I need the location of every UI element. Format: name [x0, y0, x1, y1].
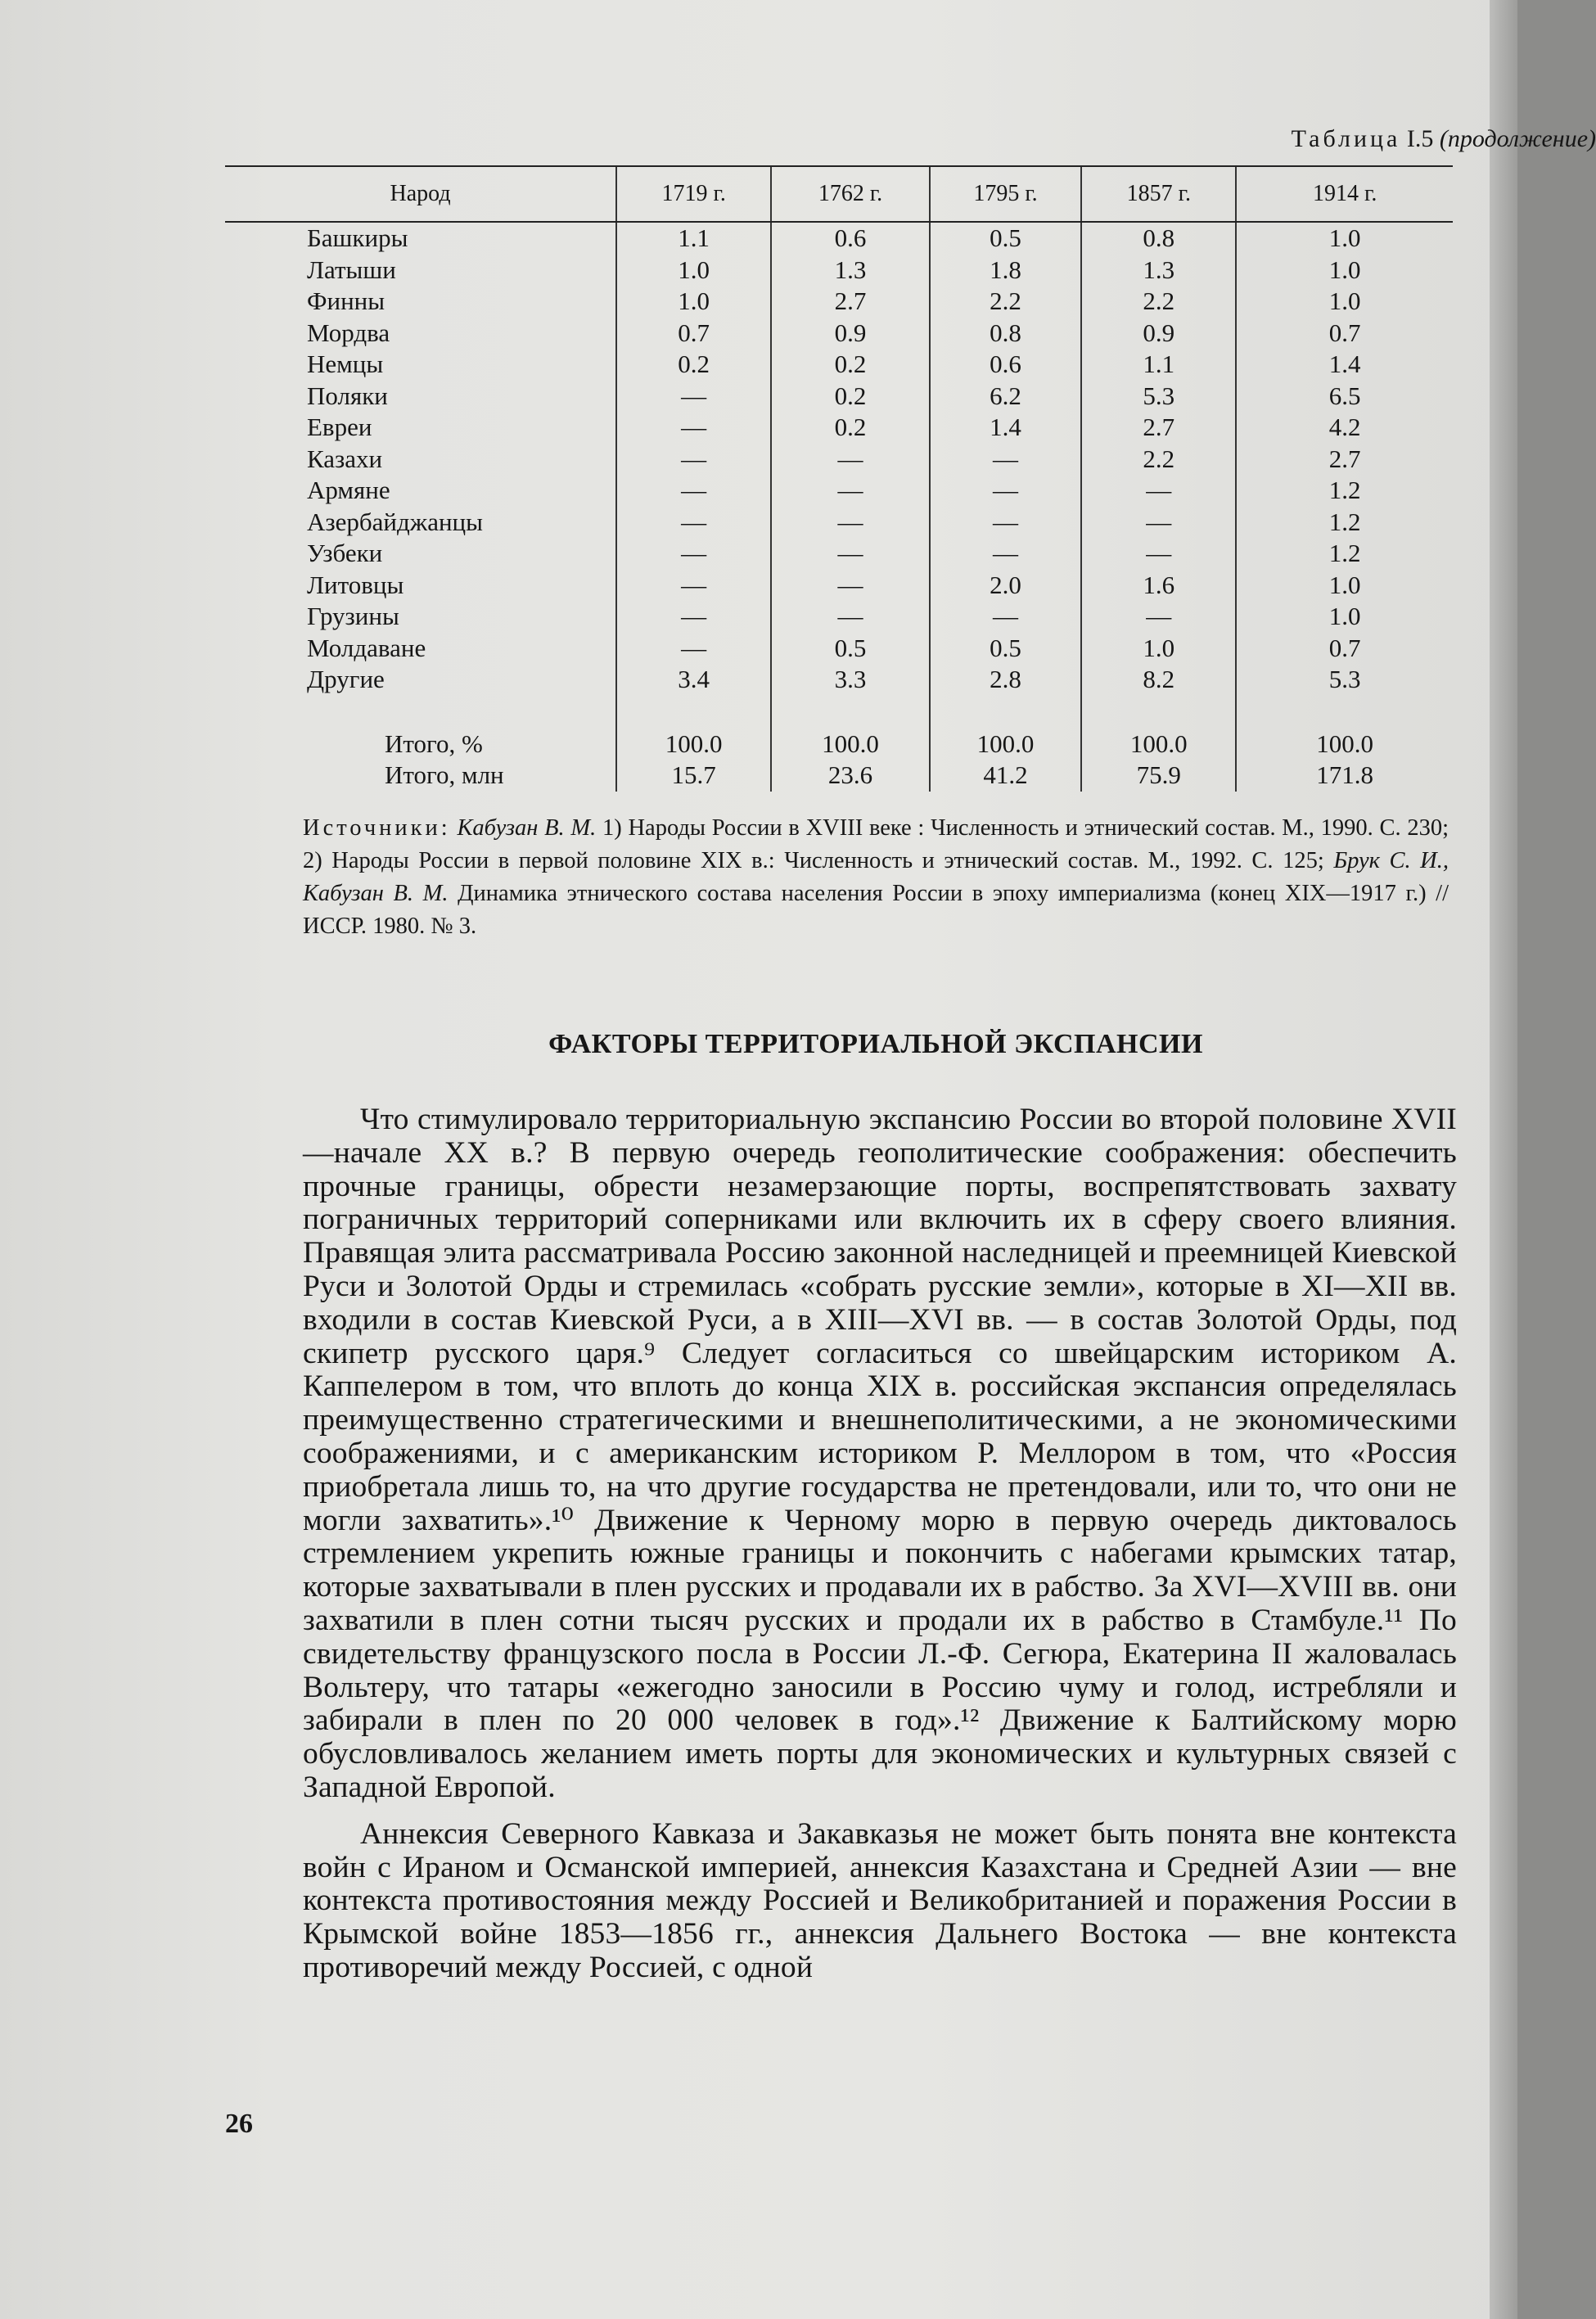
cell-value: 0.7 — [1236, 318, 1453, 350]
column-header: Народ — [225, 166, 616, 222]
cell-value: — — [616, 444, 771, 476]
table-row — [225, 318, 1453, 350]
section-heading: ФАКТОРЫ ТЕРРИТОРИАЛЬНОЙ ЭКСПАНСИИ — [548, 1029, 1203, 1059]
sources-author-1: Кабузан В. М. — [457, 815, 597, 841]
cell-value: 1.3 — [1081, 255, 1236, 286]
table-row — [225, 286, 1453, 318]
cell-value: 41.2 — [930, 760, 1081, 792]
cell-value: 0.2 — [771, 381, 930, 413]
cell-value: 2.7 — [1236, 444, 1453, 476]
cell-value: — — [616, 570, 771, 602]
cell-value: 15.7 — [616, 760, 771, 792]
cell-value: — — [771, 475, 930, 507]
table-caption-note: (продолжение) — [1439, 125, 1596, 152]
cell-value: 1.2 — [1236, 475, 1453, 507]
cell-value: 1.0 — [1236, 601, 1453, 633]
cell-value: — — [616, 601, 771, 633]
cell-value: 1.0 — [616, 286, 771, 318]
cell-value: — — [930, 444, 1081, 476]
row-label: Итого, % — [385, 729, 483, 758]
cell-value: 0.5 — [771, 633, 930, 665]
body-text — [303, 1103, 1457, 1985]
cell-value: 1.6 — [1081, 570, 1236, 602]
population-table — [225, 165, 1453, 792]
sources-text-1: 1) Народы России в XVIII веке : Численность и этнический состав. М., 1990. С. 230; 2) Народы России в первой половине XIX в.: Численность и этнический состав. М., 1992. С. 125; — [303, 815, 1449, 873]
row-label: Мордва — [307, 318, 390, 347]
cell-value: 1.1 — [616, 222, 771, 255]
cell-value: 0.7 — [616, 318, 771, 350]
cell-value: 100.0 — [771, 729, 930, 760]
cell-value: 8.2 — [1081, 664, 1236, 696]
cell-value: 3.4 — [616, 664, 771, 696]
cell-value: 2.7 — [1081, 412, 1236, 444]
sources-text-2: Динамика этнического состава населения России в эпоху империализма (конец XIX—1917 г.) // ИССР. 1980. № 3. — [303, 881, 1449, 939]
table-row — [225, 255, 1453, 286]
cell-value: 100.0 — [616, 729, 771, 760]
row-label: Литовцы — [307, 570, 404, 599]
cell-value: — — [616, 475, 771, 507]
cell-value: — — [930, 601, 1081, 633]
total-row — [225, 729, 1453, 760]
cell-value: — — [1081, 601, 1236, 633]
book-spine — [1490, 0, 1517, 2319]
spacer-cell — [1081, 696, 1236, 729]
cell-value: — — [930, 538, 1081, 570]
cell-value: 1.0 — [1236, 570, 1453, 602]
sources-label: Источники: — [303, 815, 451, 841]
cell-value: — — [1081, 538, 1236, 570]
cell-value: — — [771, 507, 930, 539]
spacer-cell — [225, 696, 616, 729]
table-spacer-row — [225, 696, 1453, 729]
cell-value: 0.2 — [771, 412, 930, 444]
table-caption-number: I.5 — [1406, 125, 1434, 152]
row-label: Башкиры — [307, 223, 408, 253]
table-sources — [303, 812, 1449, 943]
cell-value: 23.6 — [771, 760, 930, 792]
cell-value: 0.8 — [1081, 222, 1236, 255]
column-header: 1857 г. — [1081, 166, 1236, 222]
cell-value: 0.9 — [771, 318, 930, 350]
table-caption — [1007, 123, 1596, 156]
cell-value: — — [930, 475, 1081, 507]
table-row — [225, 664, 1453, 696]
cell-value: 5.3 — [1081, 381, 1236, 413]
row-label: Немцы — [307, 350, 384, 379]
cell-value: 0.2 — [616, 349, 771, 381]
table-row — [225, 633, 1453, 665]
column-header: 1762 г. — [771, 166, 930, 222]
cell-value: 2.7 — [771, 286, 930, 318]
row-label: Другие — [307, 665, 385, 694]
cell-value: 1.0 — [616, 255, 771, 286]
cell-value: 0.6 — [771, 222, 930, 255]
paragraph: Что стимулировало территориальную экспансию России во второй половине XVII—начале XX в.? В первую очередь геополитические соображения: обеспечить прочные границы, обрести незамерзающие порты, воспрепятствовать захвату пограничных территорий соперниками или включить их в сферу своего влияния. Правящая элита рассматривала Россию законной наследницей и преемницей Киевской Руси и Золотой Орды и стремилась «собрать русские земли», которые в XI—XII вв. входили в состав Киевской Руси, а в XIII—XVI вв. — в состав Золотой Орды, под скипетр русского царя.⁹ Следует согласиться со швейцарским историком А. Каппелером в том, что вплоть до конца XIX в. российская экспансия определялась преимущественно стратегическими и внешнеполитическими, а не экономическими соображениями, и с американским историком Р. Меллором в том, что «Россия приобретала лишь то, на что другие государства не претендовали, или то, что они не могли захватить».¹⁰ Движение к Черному морю в первую очередь диктовалось стремлением укрепить южные границы и покончить с набегами крымских татар, которые захватывали в плен русских и продавали их в рабство. За XVI—XVIII вв. они захватили в плен сотни тысяч русских и продали их в рабство в Стамбуле.¹¹ По свидетельству французского посла в России Л.-Ф. Сегюра, Екатерина II жаловалась Вольтеру, что татары «ежегодно заносили в Россию чуму и голод, истребляли и забирали в плен по 20 000 человек в год».¹² Движение к Балтийскому морю обусловливалось желанием иметь порты для экономических и культурных связей с Западной Европой. — [303, 1103, 1457, 1804]
row-label: Казахи — [307, 444, 383, 473]
cell-value: 2.2 — [1081, 286, 1236, 318]
table-row — [225, 570, 1453, 602]
cell-value: 100.0 — [930, 729, 1081, 760]
cell-value: 0.5 — [930, 633, 1081, 665]
table-row — [225, 412, 1453, 444]
row-label: Молдаване — [307, 633, 426, 662]
cell-value: 1.0 — [1081, 633, 1236, 665]
cell-value: 2.2 — [930, 286, 1081, 318]
cell-value: 0.7 — [1236, 633, 1453, 665]
cell-value: — — [771, 538, 930, 570]
cell-value: 171.8 — [1236, 760, 1453, 792]
row-label: Евреи — [307, 413, 372, 442]
row-label: Финны — [307, 286, 385, 316]
cell-value: 1.0 — [1236, 286, 1453, 318]
row-label: Латыши — [307, 255, 396, 284]
cell-value: 0.2 — [771, 349, 930, 381]
table-caption-label: Таблица — [1291, 125, 1401, 152]
cell-value: — — [771, 601, 930, 633]
row-label: Грузины — [307, 602, 399, 631]
cell-value: 0.8 — [930, 318, 1081, 350]
paragraph: Аннексия Северного Кавказа и Закавказья не может быть понята вне контекста войн с Ираном и Османской империей, аннексия Казахстана и Средней Азии — вне контекста противостояния между Россией и Великобританией и поражения России в Крымской войне 1853—1856 гг., аннексия Дальнего Востока — вне контекста противоречий между Россией, с одной — [303, 1816, 1457, 1984]
cell-value: — — [930, 507, 1081, 539]
sources-author-2: Брук С. И., Кабузан В. М. — [303, 848, 1449, 906]
cell-value: 1.3 — [771, 255, 930, 286]
cell-value: 6.5 — [1236, 381, 1453, 413]
row-label: Поляки — [307, 381, 388, 410]
cell-value: — — [616, 381, 771, 413]
cell-value: 2.2 — [1081, 444, 1236, 476]
cell-value: 0.5 — [930, 222, 1081, 255]
total-row — [225, 760, 1453, 792]
cell-value: 0.6 — [930, 349, 1081, 381]
cell-value: 1.0 — [1236, 222, 1453, 255]
row-label: Итого, млн — [385, 760, 504, 790]
cell-value: 1.2 — [1236, 538, 1453, 570]
spacer-cell — [1236, 696, 1453, 729]
spacer-cell — [771, 696, 930, 729]
cell-value: 100.0 — [1236, 729, 1453, 760]
table-row — [225, 507, 1453, 539]
row-label: Азербайджанцы — [307, 507, 483, 536]
cell-value: 1.2 — [1236, 507, 1453, 539]
spacer-cell — [616, 696, 771, 729]
cell-value: 3.3 — [771, 664, 930, 696]
cell-value: 100.0 — [1081, 729, 1236, 760]
table-header-row — [225, 166, 1453, 222]
cell-value: 2.0 — [930, 570, 1081, 602]
row-label: Армяне — [307, 476, 390, 505]
column-header: 1795 г. — [930, 166, 1081, 222]
cell-value: — — [771, 444, 930, 476]
cell-value: 1.4 — [930, 412, 1081, 444]
cell-value: — — [616, 412, 771, 444]
table-row — [225, 349, 1453, 381]
cell-value: — — [616, 633, 771, 665]
table-row — [225, 381, 1453, 413]
cell-value: 4.2 — [1236, 412, 1453, 444]
cell-value: 75.9 — [1081, 760, 1236, 792]
cell-value: — — [616, 538, 771, 570]
table-row — [225, 444, 1453, 476]
table-row — [225, 222, 1453, 255]
cell-value: — — [1081, 475, 1236, 507]
column-header: 1914 г. — [1236, 166, 1453, 222]
cell-value: 6.2 — [930, 381, 1081, 413]
cell-value: 1.8 — [930, 255, 1081, 286]
table-row — [225, 475, 1453, 507]
row-label: Узбеки — [307, 539, 383, 568]
table-body — [225, 222, 1453, 792]
table-row — [225, 601, 1453, 633]
cell-value: 2.8 — [930, 664, 1081, 696]
cell-value: — — [1081, 507, 1236, 539]
table-row — [225, 538, 1453, 570]
spacer-cell — [930, 696, 1081, 729]
page-number: 26 — [225, 2109, 253, 2139]
cell-value: — — [616, 507, 771, 539]
column-header: 1719 г. — [616, 166, 771, 222]
cell-value: 5.3 — [1236, 664, 1453, 696]
cell-value: 1.0 — [1236, 255, 1453, 286]
cell-value: 0.9 — [1081, 318, 1236, 350]
cell-value: 1.4 — [1236, 349, 1453, 381]
cell-value: — — [771, 570, 930, 602]
cell-value: 1.1 — [1081, 349, 1236, 381]
